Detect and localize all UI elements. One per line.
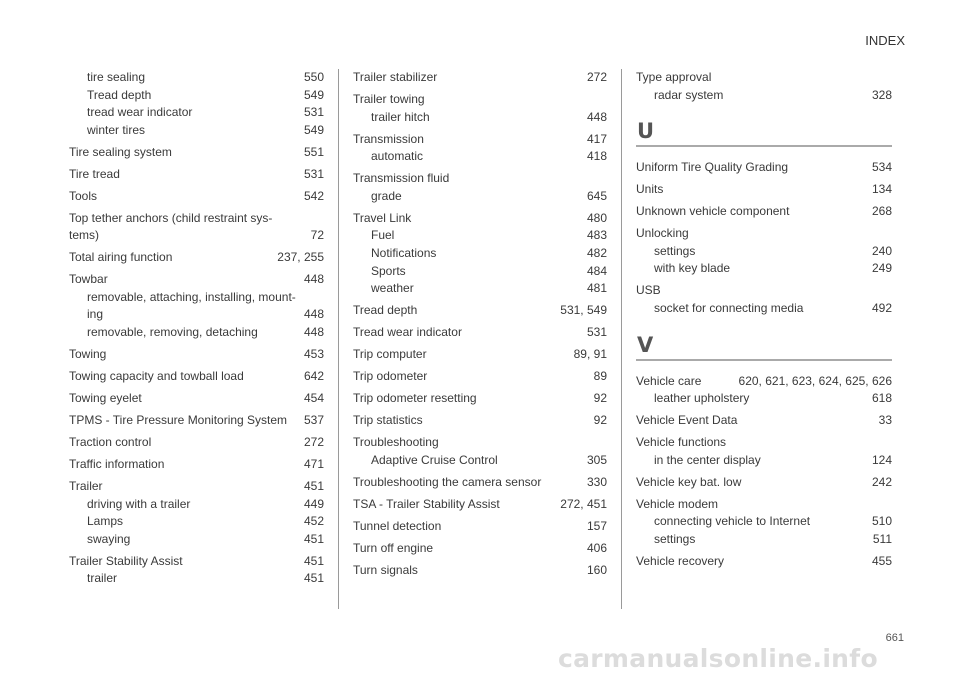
index-term: Uniform Tire Quality Grading [636,160,789,175]
index-row [353,496,607,514]
index-subentry [69,87,324,105]
index-term: Fuel [371,228,395,243]
index-term: Lamps [87,514,124,529]
index-row [353,474,607,492]
index-entry [636,434,892,452]
index-subentry [69,324,324,342]
index-term: tread wear indicator [87,105,193,120]
index-term: Sports [371,263,406,278]
index-row [69,553,324,571]
index-page-ref[interactable]: 531, 549 [560,303,607,318]
index-row [87,570,324,588]
index-page-ref[interactable]: 160 [586,562,607,577]
section-letter-heading: U [637,119,655,144]
index-page-ref[interactable]: 134 [871,182,892,197]
index-row [654,87,892,105]
index-row [69,271,324,289]
index-entry [69,553,324,571]
index-term: Trip odometer [353,369,428,384]
index-term: Vehicle Event Data [636,413,738,428]
index-row [636,69,892,87]
index-term: Notifications [371,245,437,260]
index-term: settings [654,243,696,258]
index-subentry [636,531,892,549]
column-divider [338,69,339,609]
index-entry [69,144,324,162]
index-entry [353,91,607,109]
index-subentry [69,531,324,549]
section-divider-rule [636,359,892,361]
index-term: Towing eyelet [69,391,142,406]
index-subentry [353,280,607,298]
index-subentry [69,289,324,324]
index-page-ref[interactable]: 328 [871,87,892,102]
index-row [353,302,607,320]
index-term: Troubleshooting the camera sensor [353,474,542,489]
column-divider [621,69,622,609]
index-page-ref[interactable]: 451 [303,531,324,546]
index-term-line: removable, attaching, installing, mount- [87,289,296,304]
index-row [353,434,607,452]
index-term: radar system [654,87,724,102]
index-page-ref[interactable]: 484 [586,263,607,278]
index-entry [69,249,324,267]
index-page-ref[interactable]: 448 [303,325,324,340]
index-row [69,390,324,408]
index-entry [353,562,607,580]
index-term: Vehicle recovery [636,553,725,568]
index-row [654,300,892,318]
index-page-ref[interactable]: 618 [871,391,892,406]
index-page-ref[interactable]: 240 [871,243,892,258]
index-page-ref[interactable]: 92 [593,413,607,427]
index-row [636,203,892,221]
index-term: TPMS - Tire Pressure Monitoring System [69,413,288,427]
index-page-ref[interactable]: 480 [586,210,607,225]
index-term: Unlocking [636,226,689,241]
index-row [636,434,892,452]
index-entry [636,474,892,492]
page-number: 661 [885,632,904,644]
index-page-ref[interactable]: 448 [586,109,607,124]
index-entry [69,210,324,245]
index-entry [69,346,324,364]
index-term: trailer hitch [371,109,430,124]
index-page-ref[interactable]: 620, 621, 623, 624, 625, 626 [738,373,892,388]
index-term: Adaptive Cruise Control [371,452,498,467]
index-term: tire sealing [87,70,146,84]
index-subentry [353,227,607,245]
index-page-ref[interactable]: 272, 451 [560,496,607,511]
index-term: grade [371,188,402,203]
index-page-ref[interactable]: 72 [310,228,324,243]
index-term: connecting vehicle to Internet [654,514,811,529]
index-subentry [69,570,324,588]
index-term: Troubleshooting [353,434,439,449]
index-row [636,412,892,430]
index-term: Transmission fluid [353,171,450,186]
index-term: Unknown vehicle component [636,204,790,219]
index-row [87,496,324,514]
index-entry [636,159,892,177]
index-page-ref[interactable]: 89, 91 [573,347,607,362]
index-page-ref[interactable]: 483 [586,228,607,243]
index-subentry [636,260,892,278]
index-term: Turn off engine [353,540,434,555]
index-row [69,434,324,452]
index-term: Total airing function [69,250,173,265]
index-entry [353,368,607,386]
index-subentry [636,87,892,105]
index-subentry [69,496,324,514]
index-page-ref[interactable]: 268 [871,204,892,219]
index-row [636,373,892,391]
index-term: Trip computer [353,347,427,362]
index-row [371,245,607,263]
index-subentry [636,452,892,470]
index-entry [636,496,892,514]
index-term: winter tires [87,122,146,137]
index-subentry [69,104,324,122]
index-term: TSA - Trailer Stability Assist [353,496,500,511]
index-row [636,282,892,300]
index-term: USB [636,283,661,298]
index-entry [353,474,607,492]
index-term: Trailer Stability Assist [69,553,183,568]
index-row [69,227,324,245]
index-term: Tread depth [353,303,418,318]
index-subentry [69,513,324,531]
index-term: Units [636,182,664,197]
index-page-ref[interactable]: 534 [871,160,892,175]
index-page-ref[interactable]: 645 [586,188,607,203]
index-term: Tunnel detection [353,518,442,533]
index-page-ref[interactable]: 249 [871,261,892,276]
index-page-ref[interactable]: 542 [303,188,324,203]
index-term: Tread wear indicator [353,325,462,340]
index-subentry [69,69,324,87]
index-row [636,496,892,514]
index-column-3 [636,69,892,575]
index-page-ref[interactable]: 305 [586,452,607,467]
index-subentry [636,243,892,261]
index-row [371,148,607,166]
index-subentry [353,188,607,206]
index-row [654,260,892,278]
index-entry [636,225,892,243]
index-term: Trip statistics [353,413,423,427]
index-page-ref[interactable]: 451 [303,478,324,493]
index-page-ref[interactable]: 531 [303,105,324,120]
index-entry [636,203,892,221]
index-subentry [353,263,607,281]
index-term: Trip odometer resetting [353,391,477,406]
index-page-ref[interactable]: 237, 255 [277,250,324,265]
index-page-ref[interactable]: 448 [303,272,324,287]
index-row [353,324,607,342]
index-entry [69,434,324,452]
index-page-ref[interactable]: 550 [303,70,324,84]
index-row [353,69,607,87]
index-entry [69,456,324,474]
index-term: socket for connecting media [654,300,804,315]
index-row [654,513,892,531]
index-row [636,474,892,492]
watermark: carmanualsonline.info [558,644,878,673]
index-term: removable, removing, detaching [87,325,258,340]
index-entry [636,181,892,199]
index-row [353,518,607,536]
index-row [69,144,324,162]
index-term: trailer [87,571,118,586]
index-page-ref[interactable]: 537 [303,413,324,427]
index-page-ref[interactable]: 642 [303,369,324,384]
index-page-ref[interactable]: 471 [303,456,324,471]
index-row [353,390,607,408]
section-letter-heading: V [637,332,654,357]
index-row [353,131,607,149]
index-term: Towing [69,347,107,362]
index-page-ref[interactable]: 157 [586,518,607,533]
index-row [87,69,324,87]
index-page-ref[interactable]: 492 [871,300,892,315]
index-row [87,122,324,140]
index-row [353,412,607,430]
index-term: leather upholstery [654,391,750,406]
index-term: swaying [87,531,131,546]
index-page-ref[interactable]: 406 [586,540,607,555]
index-page-ref[interactable]: 511 [872,531,892,546]
index-page-ref[interactable]: 531 [586,325,607,340]
index-term: Tire sealing system [69,144,172,159]
index-page-ref[interactable]: 272 [586,70,607,84]
index-term: with key blade [654,261,731,276]
index-row [87,513,324,531]
index-subentry [353,148,607,166]
index-term: driving with a trailer [87,496,191,511]
index-term: Traffic information [69,456,165,471]
index-term: Tools [69,188,98,203]
index-row [353,91,607,109]
index-term-line: Top tether anchors (child restraint sys- [69,210,273,225]
index-entry [353,210,607,228]
index-row [87,306,324,324]
index-subentry [69,122,324,140]
index-term: settings [654,531,696,546]
index-entry [636,373,892,391]
index-term: Vehicle modem [636,496,719,511]
index-row [371,452,607,470]
index-page-ref[interactable]: 449 [303,496,324,511]
index-term: Transmission [353,131,424,146]
index-entry [636,553,892,571]
index-entry [69,188,324,206]
index-page-ref[interactable]: 272 [303,434,324,449]
index-page-ref[interactable]: 448 [303,307,324,322]
index-entry [353,434,607,452]
index-entry [69,166,324,184]
index-row [371,227,607,245]
index-term: Trailer towing [353,91,425,106]
index-row [353,170,607,188]
index-entry [353,390,607,408]
index-term: tems) [69,228,99,243]
index-term: Traction control [69,434,152,449]
index-page-ref[interactable]: 89 [593,369,607,384]
index-page-ref[interactable]: 453 [303,347,324,362]
index-page-ref[interactable]: 417 [586,131,607,146]
index-term: Tread depth [87,87,152,102]
index-row [353,540,607,558]
index-subentry [636,390,892,408]
index-row [654,452,892,470]
index-row [371,280,607,298]
index-page-ref[interactable]: 551 [303,144,324,159]
index-row [636,553,892,571]
index-entry [353,324,607,342]
index-row [87,104,324,122]
index-page-ref[interactable]: 455 [871,553,892,568]
index-row [636,181,892,199]
index-term: Trailer stabilizer [353,70,438,84]
index-entry [353,69,607,87]
index-row [69,368,324,386]
index-term: Turn signals [353,562,418,577]
index-row [353,346,607,364]
index-term: Travel Link [353,210,412,225]
index-page-ref[interactable]: 33 [878,413,892,428]
index-page-ref[interactable]: 549 [303,122,324,137]
index-row [87,87,324,105]
index-entry [69,390,324,408]
index-term: Vehicle functions [636,435,727,450]
index-row [69,456,324,474]
index-row [371,109,607,127]
index-subentry [636,300,892,318]
index-entry [353,496,607,514]
index-row [636,225,892,243]
index-entry [69,412,324,430]
index-term: ing [87,307,104,322]
page-header-title: INDEX [865,33,905,48]
index-page-ref[interactable]: 549 [303,87,324,102]
index-row [69,478,324,496]
index-entry [69,478,324,496]
index-entry [636,69,892,87]
index-page-ref[interactable]: 481 [586,281,607,296]
index-row [69,412,324,430]
section-divider-rule [636,145,892,147]
index-column-1 [69,69,324,592]
index-page-ref[interactable]: 124 [871,452,892,467]
index-page-ref[interactable]: 92 [593,391,607,406]
index-entry [636,412,892,430]
index-entry [353,170,607,188]
index-entry [353,412,607,430]
index-row [353,562,607,580]
index-term: in the center display [654,452,761,467]
index-subentry [353,245,607,263]
index-term: Towbar [69,272,108,287]
index-page-ref[interactable]: 418 [586,149,607,164]
index-term: Type approval [636,70,712,84]
index-term: automatic [371,149,424,164]
index-subentry [636,513,892,531]
index-row [87,324,324,342]
index-term: Tire tread [69,166,120,181]
index-entry [353,346,607,364]
index-row [654,243,892,261]
index-entry [636,282,892,300]
index-page-ref[interactable]: 531 [303,166,324,181]
index-entry [69,271,324,289]
index-subentry [353,109,607,127]
index-term: Vehicle key bat. low [636,474,742,489]
index-row [371,188,607,206]
index-subentry [353,452,607,470]
index-term: Vehicle care [636,373,702,388]
index-term: Towing capacity and towball load [69,369,244,384]
index-page-ref[interactable]: 451 [303,553,324,568]
index-row [69,249,324,267]
index-row [654,531,892,549]
index-row [69,346,324,364]
index-entry [353,540,607,558]
index-row [636,159,892,177]
index-page-ref[interactable]: 482 [586,245,607,260]
index-row [353,368,607,386]
index-entry [69,368,324,386]
index-term: Trailer [69,478,103,493]
index-row [353,210,607,228]
index-page-ref[interactable]: 330 [586,474,607,489]
index-row [69,188,324,206]
index-term: weather [371,281,414,296]
index-row [87,531,324,549]
index-column-2 [353,69,607,583]
index-row [69,166,324,184]
index-row [654,390,892,408]
index-entry [353,131,607,149]
index-page-ref[interactable]: 242 [871,474,892,489]
index-entry [353,302,607,320]
index-row [371,263,607,281]
index-page-ref[interactable]: 451 [303,571,324,586]
index-entry [353,518,607,536]
index-page-ref[interactable]: 510 [871,514,892,529]
index-page-ref[interactable]: 454 [303,391,324,406]
index-page-ref[interactable]: 452 [303,514,324,529]
